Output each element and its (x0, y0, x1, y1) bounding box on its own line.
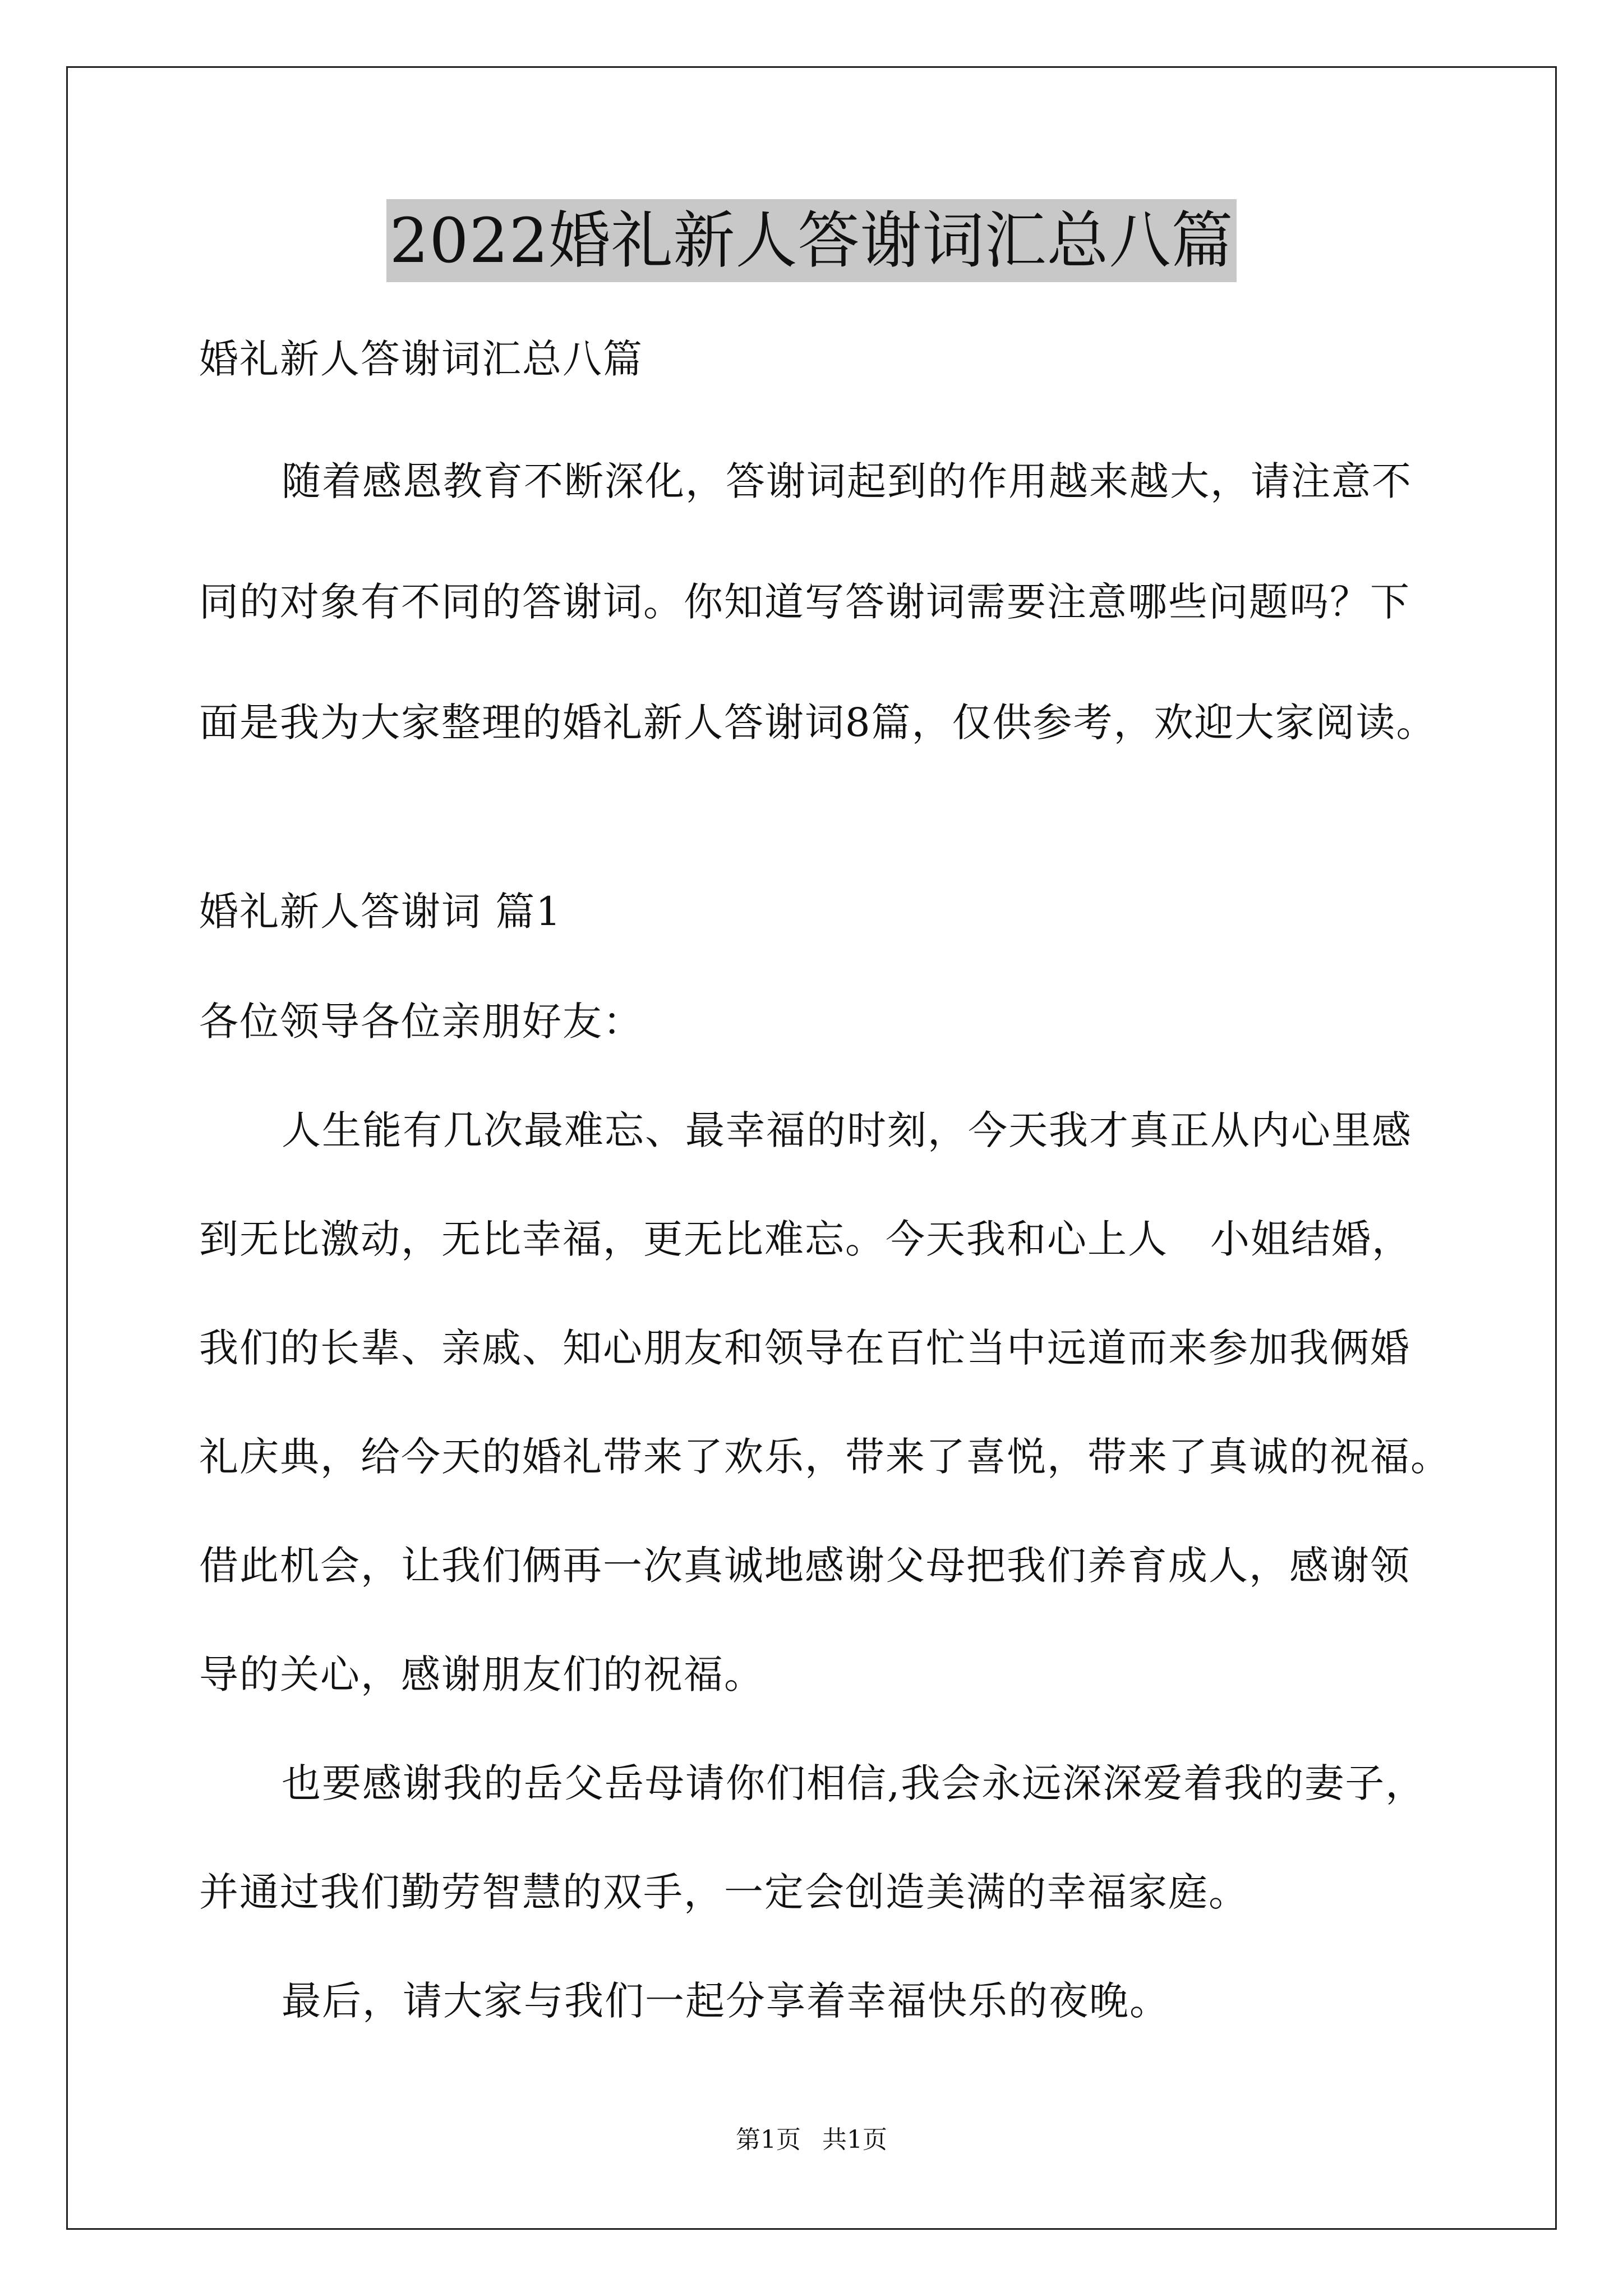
body-line-2 (199, 1211, 1412, 1267)
intro-line-3: 面是我为大家整理的婚礼新人答谢词8篇，仅供参考，欢迎大家阅读。 (199, 700, 1437, 746)
page-footer (0, 2123, 1623, 2157)
body-line-2-text: 到无比激动，无比幸福，更无比难忘。今天我和心上人 (199, 1216, 1168, 1262)
title-container (0, 199, 1623, 282)
intro-line-2: 同的对象有不同的答谢词。你知道写答谢词需要注意哪些问题吗？下 (199, 579, 1410, 625)
page-total: 共1页 (822, 2125, 887, 2154)
body-line-7: 也要感谢我的岳父岳母请你们相信,我会永远深深爱着我的妻子， (282, 1760, 1426, 1806)
body-line-2-suffix: 小姐结婚， (1210, 1216, 1412, 1262)
page-number: 第1页 (736, 2125, 801, 2154)
body-line-9: 最后，请大家与我们一起分享着幸福快乐的夜晚。 (282, 1978, 1170, 2024)
body-line-8: 并通过我们勤劳智慧的双手，一定会创造美满的幸福家庭。 (199, 1869, 1249, 1915)
intro-line-1: 随着感恩教育不断深化，答谢词起到的作用越来越大，请注意不 (282, 458, 1412, 504)
subtitle-line: 婚礼新人答谢词汇总八篇 (199, 336, 643, 382)
section-heading: 婚礼新人答谢词 篇1 (199, 889, 562, 935)
document-title: 2022婚礼新人答谢词汇总八篇 (386, 199, 1237, 282)
body-line-5: 借此机会，让我们俩再一次真诚地感谢父母把我们养育成人，感谢领 (199, 1543, 1410, 1589)
body-line-3: 我们的长辈、亲戚、知心朋友和领导在百忙当中远道而来参加我俩婚 (199, 1325, 1410, 1371)
body-line-6: 导的关心，感谢朋友们的祝福。 (199, 1651, 764, 1697)
body-line-4: 礼庆典，给今天的婚礼带来了欢乐，带来了喜悦，带来了真诚的祝福。 (199, 1434, 1451, 1480)
salutation: 各位领导各位亲朋好友： (199, 999, 643, 1045)
body-line-1: 人生能有几次最难忘、最幸福的时刻，今天我才真正从内心里感 (282, 1107, 1412, 1153)
